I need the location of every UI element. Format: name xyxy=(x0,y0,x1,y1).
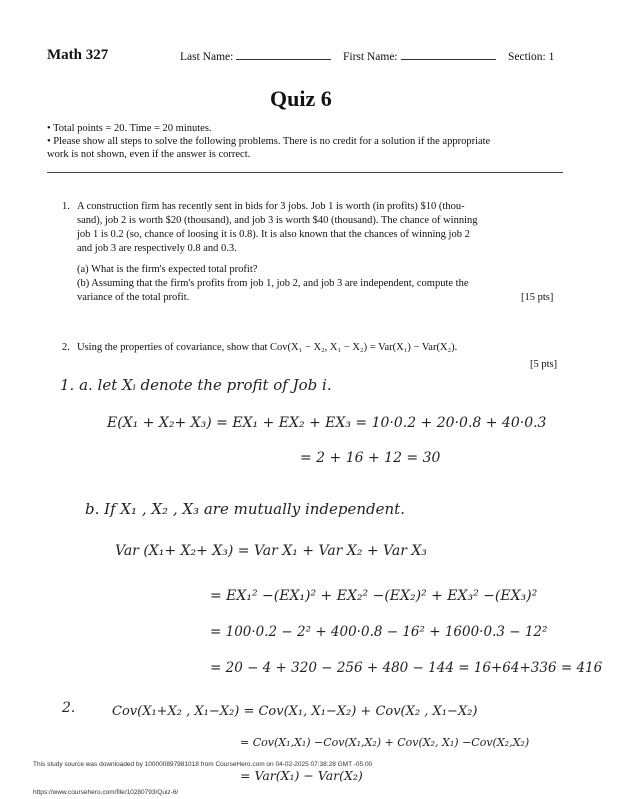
problem-1-number: 1. xyxy=(62,201,70,212)
handwriting-variance-result: = 20 − 4 + 320 − 256 + 480 − 144 = 16+64+336 = 416 xyxy=(210,660,603,676)
first-name-field xyxy=(343,51,496,63)
problem-2-number: 2. xyxy=(62,342,70,353)
page-title: Quiz 6 xyxy=(270,86,332,111)
footer-download-notice: This study source was downloaded by 100000897981018 from CourseHero.com on 04-02-2025 07:38:28 GMT -05:00 xyxy=(33,761,373,768)
handwriting-cov-step-1: Cov(X₁+X₂ , X₁−X₂) = Cov(X₁, X₁−X₂) + Cov(X₂ , X₁−X₂) xyxy=(112,704,478,719)
handwriting-2: 2. xyxy=(62,700,76,716)
problem-1-line-1: A construction firm has recently sent in bids for 3 jobs. Job 1 is worth (in profits) $10 (thou- xyxy=(77,201,465,212)
instruction-line-2: • Please show all steps to solve the following problems. There is no credit for a solution if the appropriate xyxy=(47,136,491,147)
last-name-field xyxy=(180,51,331,63)
instruction-line-1: • Total points = 20. Time = 20 minutes. xyxy=(47,123,212,134)
handwriting-variance: Var (X₁+ X₂+ X₃) = Var X₁ + Var X₂ + Var X₃ xyxy=(115,543,427,559)
problem-2-points: [5 pts] xyxy=(530,359,558,370)
course-name: Math 327 xyxy=(47,47,109,63)
divider xyxy=(47,172,563,173)
problem-1-line-4: and job 3 are respectively 0.8 and 0.3. xyxy=(77,243,237,254)
handwriting-expectation-result: = 2 + 16 + 12 = 30 xyxy=(300,450,441,466)
last-name-label: Last Name: xyxy=(180,51,234,63)
section-label: Section: 1 xyxy=(508,51,555,63)
handwriting-variance-step-2: = 100·0.2 − 2² + 400·0.8 − 16² + 1600·0.3 − 12² xyxy=(210,624,548,640)
problem-2-text: Using the properties of covariance, show that Cov(X₁ − X₂, X₁ − X₂) = Var(X₁) − Var(X₂). xyxy=(77,342,458,353)
handwriting-1a: 1. a. let Xᵢ denote the profit of Job i. xyxy=(60,376,332,394)
handwriting-1b: b. If X₁ , X₂ , X₃ are mutually independent. xyxy=(85,500,405,518)
handwriting-cov-step-2: = Cov(X₁,X₁) −Cov(X₁,X₂) + Cov(X₂, X₁) −Cov(X₂,X₂) xyxy=(240,736,530,749)
instruction-line-3: work is not shown, even if the answer is correct. xyxy=(47,149,251,160)
handwriting-expectation: E(X₁ + X₂+ X₃) = EX₁ + EX₂ + EX₃ = 10·0.2 + 20·0.8 + 40·0.3 xyxy=(107,415,547,431)
problem-1-part-b-2: variance of the total profit. xyxy=(77,292,190,303)
footer-url[interactable]: https://www.coursehero.com/file/10280793/Quiz-6/ xyxy=(33,789,179,796)
first-name-label: First Name: xyxy=(343,51,398,63)
first-name-blank xyxy=(401,59,496,60)
problem-1-line-3: job 1 is 0.2 (so, chance of loosing it is 0.8). It is also known that the chances of winning job 2 xyxy=(77,229,470,240)
handwriting-cov-result: = Var(X₁) − Var(X₂) xyxy=(240,768,363,783)
problem-1-part-b-1: (b) Assuming that the firm's profits from job 1, job 2, and job 3 are independent, compute the xyxy=(77,278,469,289)
problem-1-points: [15 pts] xyxy=(521,292,554,303)
problem-1-line-2: sand), job 2 is worth $20 (thousand), and job 3 is worth $40 (thousand). The chance of winning xyxy=(77,215,478,226)
handwriting-variance-step-1: = EX₁² −(EX₁)² + EX₂² −(EX₂)² + EX₃² −(EX₃)² xyxy=(210,588,538,604)
problem-1-part-a: (a) What is the firm's expected total profit? xyxy=(77,264,258,275)
last-name-blank xyxy=(236,59,331,60)
